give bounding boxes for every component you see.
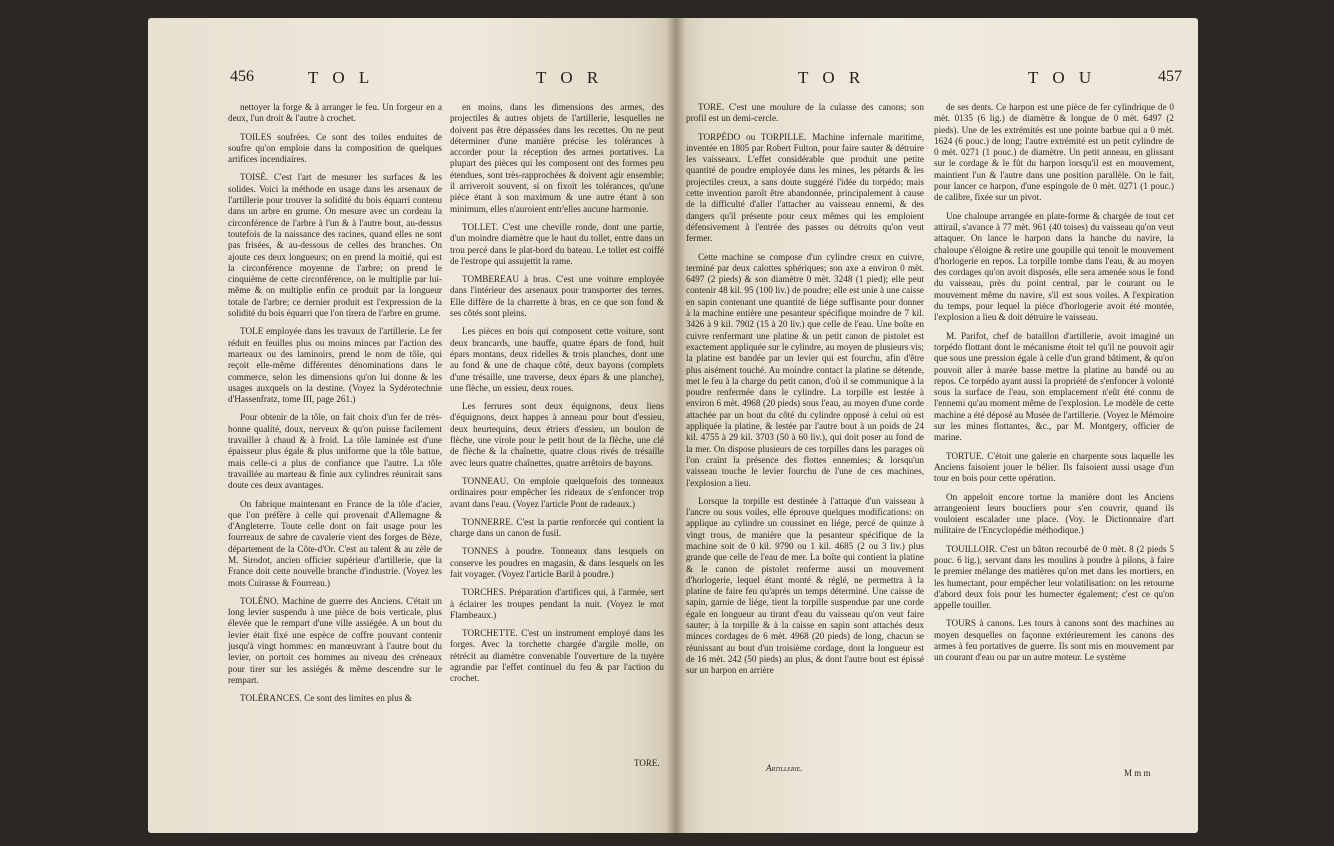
article-paragraph: TOUILLOIR. C'est un bâton recourbé de 0 mèt. 8 (2 pieds 5 pouc. 6 lig.), servant dans les moulins à poudre à pilons, à faire le premier mélange des matières qu'on met dans les mortiers, en les humectant, pour empêcher leur volatilisation: on les retourne d'abord deux fois pour les humecter également; c'est ce qu'on appelle touiller.	[934, 543, 1174, 611]
article-paragraph: de ses dents. Ce harpon est une pièce de fer cylindrique de 0 mèt. 0135 (6 lig.) de diamètre & longue de 0 mèt. 6497 (2 pieds). Une de les extrémités est une pointe barbue qui a 0 mèt. 1624 (6 pouc.) de long; l'autre extrémité est un petit cylindre de 0 mèt. 0271 (1 pouc.) de diamètre. Un petit anneau, en glissant sur le cordage & le fût du harpon lorsqu'il est en mouvement, maintient l'un & l'autre dans une position parallèle. On le fait, pour lancer ce harpon, d'une espingole de 0 mèt. 0271 (1 pouc.) de calibre, fixée sur un pivot.	[934, 102, 1174, 203]
article-paragraph: TOILES soufrées. Ce sont des toiles enduites de soufre qu'on emploie dans la composition de quelques artifices incendiaires.	[228, 131, 442, 165]
left-page	[148, 18, 676, 833]
right-page	[676, 18, 1198, 833]
article-paragraph: TORTUE. C'étoit une galerie en charpente sous laquelle les Anciens faisoient jouer le bélier. Ils faisoient aussi usage d'un tour en bois pour cette opération.	[934, 450, 1174, 484]
article-paragraph: Les ferrures sont deux équignons, deux liens d'équignons, deux happes à anneau pour bout d'essieu, deux heurtequins, deux étriers d'essieu, un boulon de flèche, une virole pour le petit bout de la flèche, une clé de flèche & la chaînette, quatre clous rivés de trésaille avec leurs quatre chaînettes, quatre arrêtoirs de bayons.	[450, 401, 664, 468]
page-number-right: 457	[1158, 68, 1182, 85]
right-column-1	[686, 102, 924, 762]
article-paragraph: Les pièces en bois qui composent cette voiture, sont deux brancards, une bauffe, quatre épars de fond, huit épars montans, deux ridelles & trois planches, dont une au fond & une de chaque côté, deux bayons (complets d'une trésaille, une traverse, deux épars & une planche), une flèche, un essieu, deux roues.	[450, 326, 664, 393]
page-number-left: 456	[230, 68, 254, 85]
signature-mark: M m m	[1124, 768, 1151, 778]
article-paragraph: Cette machine se compose d'un cylindre creux en cuivre, terminé par deux calottes sphériques; son axe a environ 0 mèt. 6497 (2 pieds) & son diamètre 0 mèt. 3248 (1 pied); elle peut contenir 48 kil. 95 (100 liv.) de poudre; elle est unie à une caisse en sapin contenant une quantité de liége suffisante pour donner à la machine entière une pesanteur spécifique moindre de 7 kil. 3426 à 9 kil. 7902 (15 à 20 liv.) que celle de l'eau. Une boîte en cuivre renfermant une platine & un petit canon de pistolet est exactement appliquée sur le cylindre, au moyen de plusieurs vis; la platine est bandée par un levier qui est fourchu, afin d'être plus aisément touché. Au moindre contact la platine se détende, met le feu à la charge du petit canon, d'où il se communique à la poudre renfermée dans le cylindre. La torpille est lestée à environ 6 mèt. 4968 (20 pieds) sous l'eau, au moyen d'une corde attachée par un bout du côté du cylindre opposé à celui où est appliquée la platine, & lestée par l'autre bout à un poids de 24 kil. 4755 à 29 kil. 3703 (50 à 60 liv.), qui doit poser au fond de la mer. On dispose plusieurs de ces torpilles dans les parages où l'on craint la présence des flottes ennemies; & lorsqu'un vaisseau touche le levier fourchu de l'une de ces machines, l'explosion a lieu.	[686, 251, 924, 488]
article-paragraph: TORE. C'est une moulure de la culasse des canons; son profil est un demi-cercle.	[686, 102, 924, 124]
article-paragraph: Pour obtenir de la tôle, on fait choix d'un fer de très-bonne qualité, doux, nerveux & qu'on puisse facilement travailler à chaud & à froid. La tôle laminée est d'une épaisseur plus égale & plus uniforme que la tôle battue, mais celle-ci a plus de confiance que l'autre. La tôle travaillée au marteau & finie aux cylindres réunirait sans doute ces deux avantages.	[228, 412, 442, 491]
running-head-left-a: T O L	[308, 68, 375, 87]
article-paragraph: TONNERRE. C'est la partie renforcée qui contient la charge dans un canon de fusil.	[450, 516, 664, 539]
footer-label: Artillerie.	[766, 763, 803, 773]
article-paragraph: en moins, dans les dimensions des armes, des projectiles & autres objets de l'artillerie, lesquelles ne doivent pas être dépassées dans les recettes. On ne peut déterminer d'une manière précise les tolérances à accorder pour la réception des armes portatives. La plupart des pièces qui les composent ont des formes peu étendues, sont très-rapprochées & doivent agir ensemble; il arriveroit souvent, si on fixoit les tolérances, qu'une pièce étant à son maximum & une autre étant à son minimum, elles n'auroient entr'elles aucune harmonie.	[450, 102, 664, 214]
article-paragraph: TONNEAU. On emploie quelquefois des tonneaux ordinaires pour empêcher les rideaux de s'enfoncer trop avant dans l'eau. (Voyez l'article Pont de radeaux.)	[450, 475, 664, 509]
article-paragraph: On fabrique maintenant en France de la tôle d'acier, que l'on préfère à celle qui provenait d'Allemagne & d'Angleterre. Toute celle dont on fait usage pour les fourreaux de sabre de cavalerie vient des forges de Bèze, département de la Côte-d'Or. C'est au talent & au zèle de M. Sirodot, ancien officier supérieur d'artillerie, que la France doit cette nouvelle branche d'industrie. (Voyez les mots Cuirasse & Fourreau.)	[228, 498, 442, 588]
catchword: TORE.	[634, 758, 660, 768]
article-paragraph: Une chaloupe arrangée en plate-forme & chargée de tout cet attirail, s'avance à 77 mèt. 961 (40 toises) du vaisseau qu'on veut attaquer. On lance le harpon dans la hanche du navire, la chaloupe s'éloigne & retire une goupille qui tenoit le mouvement d'horlogerie en repos. La torpille tombe dans l'eau, & au moyen des cordages qu'on avoit disposés, elle sera amenée sous le fond du vaisseau, près du point central, par le courant ou le mouvement même du navire, s'il est sous voiles. A l'expiration du temps, pour lequel la pièce d'horlogerie avoit été montée, l'explosion a lieu & doit détruire le vaisseau.	[934, 210, 1174, 323]
article-paragraph: TOLLET. C'est une cheville ronde, dont une partie, d'un moindre diamètre que le haut du tollet, entre dans un trou percé dans le plat-bord du bateau. Le tollet est coiffé de l'estrope qui assujettit la rame.	[450, 221, 664, 266]
running-head-left-b: T O R	[536, 68, 604, 87]
article-paragraph: TOMBEREAU à bras. C'est une voiture employée dans l'intérieur des arsenaux pour transporter des terres. Elle diffère de la charrette à bras, en ce que son fond & ses côtés sont pleins.	[450, 274, 664, 319]
article-paragraph: Lorsque la torpille est destinée à l'attaque d'un vaisseau à l'ancre ou sous voiles, elle éprouve quelques modifications: on applique au cylindre un coussinet en liége, percé de quinze à vingt trous, de manière que la pesanteur spécifique de la machine soit de 0 kil. 9790 ou 1 kil. 4685 (2 ou 3 liv.) plus grande que celle de l'eau de mer. La boîte qui contient la platine & le canon de pistolet renferme aussi un mouvement d'horlogerie, lequel étant monté & réglé, ne permettra à la platine de faire feu qu'après un temps déterminé. Une caisse de sapin, garnie de liége, tient la torpille suspendue par une corde égale en longueur au tirant d'eau du vaisseau qu'on veut faire sauter; à la torpille & à la caisse en sapin sont attachés deux minces cordages de 6 mèt. 4968 (20 pieds) de long, chacun se réunissant au bout d'un troisième cordage, dont la longueur est de 16 mèt. 242 (50 pieds) au plus, & dont l'autre bout est épissé sur un harpon en arrière	[686, 495, 924, 676]
article-paragraph: TORPÉDO ou TORPILLE. Machine infernale maritime, inventée en 1805 par Robert Fulton, pour faire sauter & détruire les vaisseaux. L'effet considérable que produit une petite quantité de poudre employée dans les mines, les pétards & les projectiles creux, a sans doute suggéré l'idée du torpédo; mais cette invention paroît être abandonnée, principalement à cause de la difficulté d'aller l'attacher au vaisseau ennemi, & des dangers qu'il présente pour ceux mêmes qui les emploient défensivement à l'entrée des passes ou détroits qu'on veut fermer.	[686, 131, 924, 244]
article-paragraph: TOLÉNO. Machine de guerre des Anciens. C'était un long levier suspendu à une pièce de bois verticale, plus élevée que le rempart d'une ville assiégée. A un bout du levier était fixé une espèce de coffre pouvant contenir jusqu'à vingt hommes: en manœuvrant à l'autre bout du levier, on portoit ces hommes au niveau des créneaux pour tirer sur les assiégés & même descendre sur le rempart.	[228, 595, 442, 685]
left-column-1	[228, 102, 442, 782]
running-head-right-a: T O R	[798, 68, 866, 87]
article-paragraph: TOISÉ. C'est l'art de mesurer les surfaces & les solides. Voici la méthode en usage dans les arsenaux de l'artillerie pour trouver la solidité du bois équarri contenu dans un arbre en grume. On mesure avec un cordeau la circonférence de l'arbre à l'un & à l'autre bout, au-dessus toutefois de la naissance des racines, quand elles ne sont pas frisées, & au-dessous de celles des branches. On ajoute ces deux longueurs; on en prend la moitié, qui est la circonférence moyenne de l'arbre; on prend le cinquième de cette circonférence, on le multiplie par lui-même & on multiplie enfin ce produit par la longueur totale de l'arbre; ce dernier produit est l'expression de la solidité du bois équarri que l'on tirera de l'arbre en grume.	[228, 172, 442, 319]
article-paragraph: TORCHES. Préparation d'artifices qui, à l'armée, sert à éclairer les troupes pendant la nuit. (Voyez le mot Flambeaux.)	[450, 587, 664, 620]
article-paragraph: TONNES à poudre. Tonneaux dans lesquels on conserve les poudres en magasin, & dans lesquels on les fait voyager. (Voyez l'article Baril à poudre.)	[450, 546, 664, 579]
article-paragraph: On appeloit encore tortue la manière dont les Anciens arrangeoient leurs boucliers pour s'en couvrir, quand ils vouloient escalader une place. (Voy. le Dictionnaire d'art militaire de l'Encyclopédie méthodique.)	[934, 491, 1174, 536]
left-column-2	[450, 102, 664, 760]
article-paragraph: M. Parifot, chef de bataillon d'artillerie, avoit imaginé un torpédo flottant dont le mécanisme étoit tel qu'il ne pouvoit agir que sous une pression égale à celle d'un grand bâtiment, & qu'on pouvoit aller à marée basse mettre la platine au bandé ou au repos. Ce torpédo ayant aussi la propriété de s'enfoncer à volonté sous la surface de l'eau, son emplacement n'eût été connu de l'ennemi qu'au moment même de l'explosion. Le modèle de cette machine a été déposé au Musée de l'artillerie. (Voyez le Mémoire sur les mines flottantes, &c., par M. Montgery, officier de marine.	[934, 330, 1174, 443]
article-paragraph: nettoyer la forge & à arranger le feu. Un forgeur en a deux, l'un droit & l'autre à crochet.	[228, 102, 442, 124]
running-head-right-b: T O U	[1028, 68, 1097, 87]
article-paragraph: TOURS à canons. Les tours à canons sont des machines au moyen desquelles on façonne extérieurement les canons des armes à feu portatives de guerre. Ils sont mis en mouvement par un courant d'eau ou par un autre moteur. Le système	[934, 618, 1174, 663]
article-paragraph: TORCHETTE. C'est un instrument employé dans les forges. Avec la torchette chargée d'argile molle, on rétrécit au diamètre convenable l'ouverture de la tuyère agrandie par l'effet continuel du feu & par l'action du crochet.	[450, 628, 664, 684]
article-paragraph: TOLÉRANCES. Ce sont des limites en plus &	[240, 693, 412, 704]
right-column-2	[934, 102, 1174, 762]
article-paragraph: TOLE employée dans les travaux de l'artillerie. Le fer réduit en feuilles plus ou moins minces par l'action des marteaux ou des laminoirs, prend le nom de tôle, qui reçoit elle-même différentes dénominations dans le commerce, selon les dimensions qu'on lui donne & les usages auxquels on la destine. (Voyez la Sydérotechnie d'Hassenfratz, tome III, page 261.)	[228, 326, 442, 405]
